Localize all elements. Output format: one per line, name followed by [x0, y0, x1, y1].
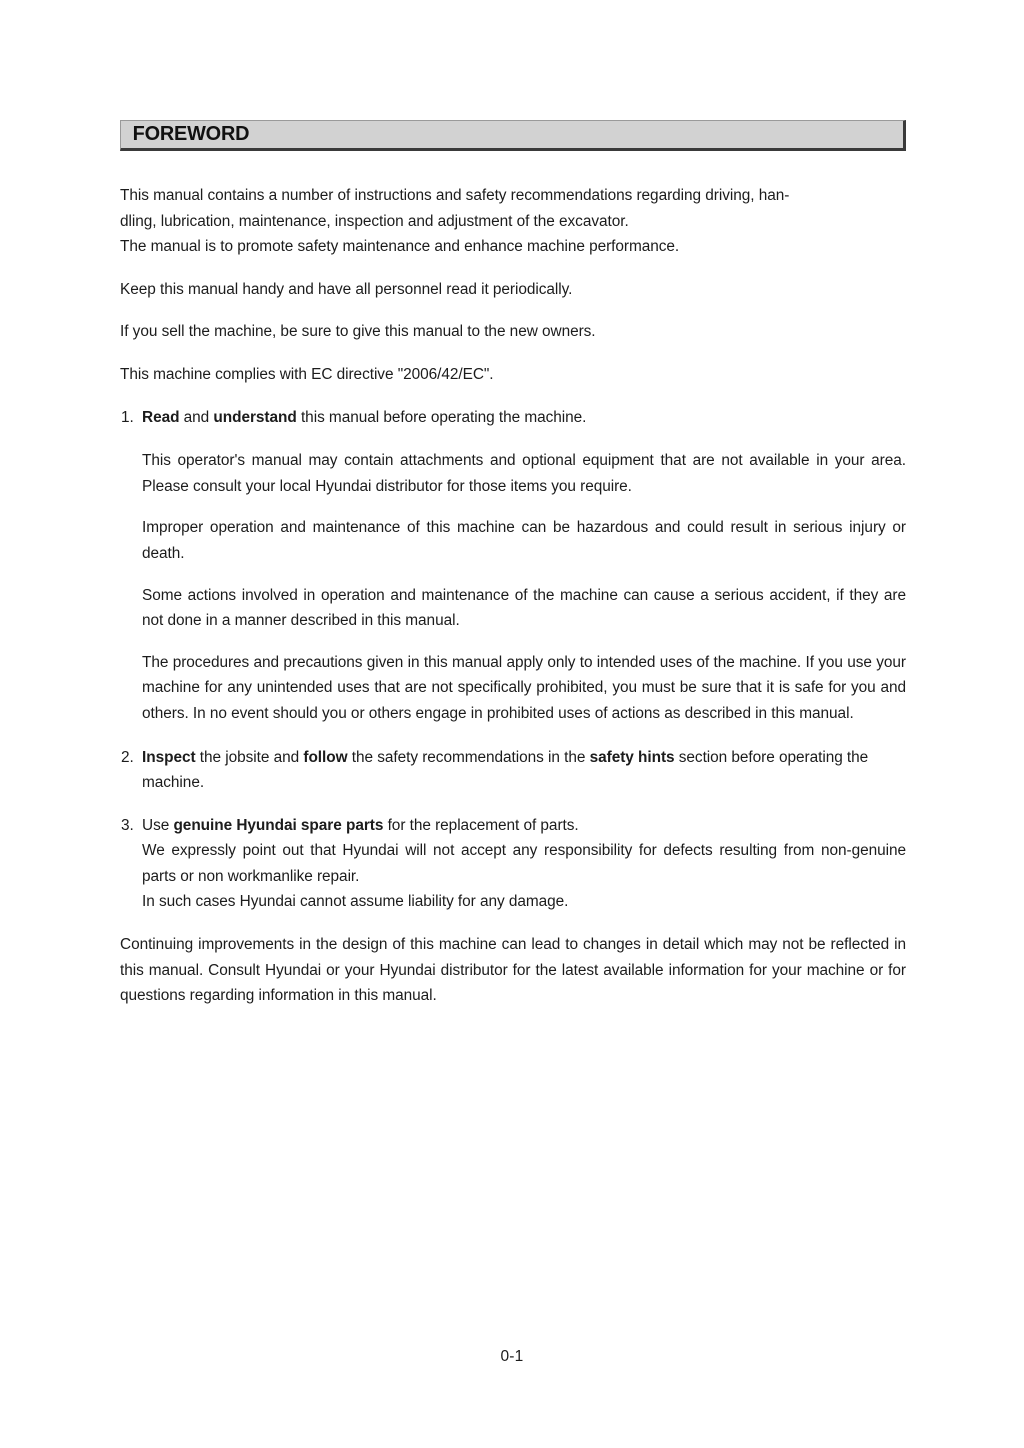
list-item-2-bold-inspect: Inspect [142, 748, 196, 766]
list-item-2-tail: section before operating the machine. [142, 748, 869, 792]
list-item-1 [120, 405, 906, 431]
list-item-1-sub-paragraph-1: This operator's manual may contain attachments and optional equipment that are not available in your area. Please consult your local Hyundai distributor for those items you require. [142, 452, 906, 495]
intro-paragraph-4: This machine complies with EC directive "2006/42/EC". [120, 365, 494, 383]
list-item-3-tail: for the replacement of parts. [383, 816, 579, 834]
list-item-2-number: 2. [121, 748, 134, 766]
list-item-3-detail-line-2: In such cases Hyundai cannot assume liability for any damage. [142, 893, 569, 911]
list-item-3-bold-spare-parts: genuine Hyundai spare parts [173, 816, 384, 834]
list-item-2-bold-follow: follow [303, 748, 348, 766]
page-title: FOREWORD [132, 122, 250, 146]
page-number: 0-1 [500, 1348, 524, 1365]
intro-line-1: This manual contains a number of instructions and safety recommendations regarding driving, han- [120, 187, 790, 204]
list-item-1-bold-understand: understand [213, 408, 297, 426]
section-header-bar [120, 120, 906, 151]
list-item-1-sub-paragraph-4: The procedures and precautions given in this manual apply only to intended uses of the machine. If you use your machine for any unintended uses that are not specifically prohibited, you must be sure that it is safe for you and others. In no event should you or others engage in prohibited uses of actions as described in this manual. [142, 653, 906, 722]
list-item-1-mid: and [179, 408, 214, 426]
document-body [120, 183, 906, 1026]
list-item-3-number: 3. [121, 816, 134, 834]
list-item-1-sub-paragraph-3: Some actions involved in operation and maintenance of the machine can cause a serious accident, if they are not done in a manner described in this manual. [142, 586, 906, 630]
intro-paragraph-2: Keep this manual handy and have all personnel read it periodically. [120, 280, 573, 298]
closing-paragraph: Continuing improvements in the design of this machine can lead to changes in detail which may not be reflected in this manual. Consult Hyundai or your Hyundai distributor for the latest available information for your machine or for questions regarding information in this manual. [120, 936, 906, 1005]
list-item-2-mid-2: the safety recommendations in the [347, 748, 590, 766]
intro-line-3: The manual is to promote safety maintenance and enhance machine performance. [120, 238, 680, 256]
list-item-2-bold-safety-hints: safety hints [589, 748, 675, 766]
list-item-3-detail-block [142, 838, 906, 915]
list-item-3 [120, 813, 906, 839]
list-item-2-mid-1: the jobsite and [195, 748, 304, 766]
list-item-1-sub-paragraph-2: Improper operation and maintenance of this machine can be hazardous and could result in serious injury or death. [142, 519, 906, 562]
list-item-1-number: 1. [121, 408, 134, 426]
intro-paragraph-1 [120, 183, 906, 260]
list-item-1-bold-read: Read [142, 408, 180, 426]
intro-line-2: dling, lubrication, maintenance, inspection and adjustment of the excavator. [120, 212, 629, 230]
list-item-1-tail: this manual before operating the machine. [296, 408, 587, 426]
list-item-2 [120, 745, 906, 796]
list-item-3-lead: Use [142, 816, 174, 834]
intro-paragraph-3: If you sell the machine, be sure to give this manual to the new owners. [120, 323, 596, 341]
list-item-3-detail-line-1: We expressly point out that Hyundai will not accept any responsibility for defects resulting from non-genuine parts or non workmanlike repair. [142, 842, 906, 885]
